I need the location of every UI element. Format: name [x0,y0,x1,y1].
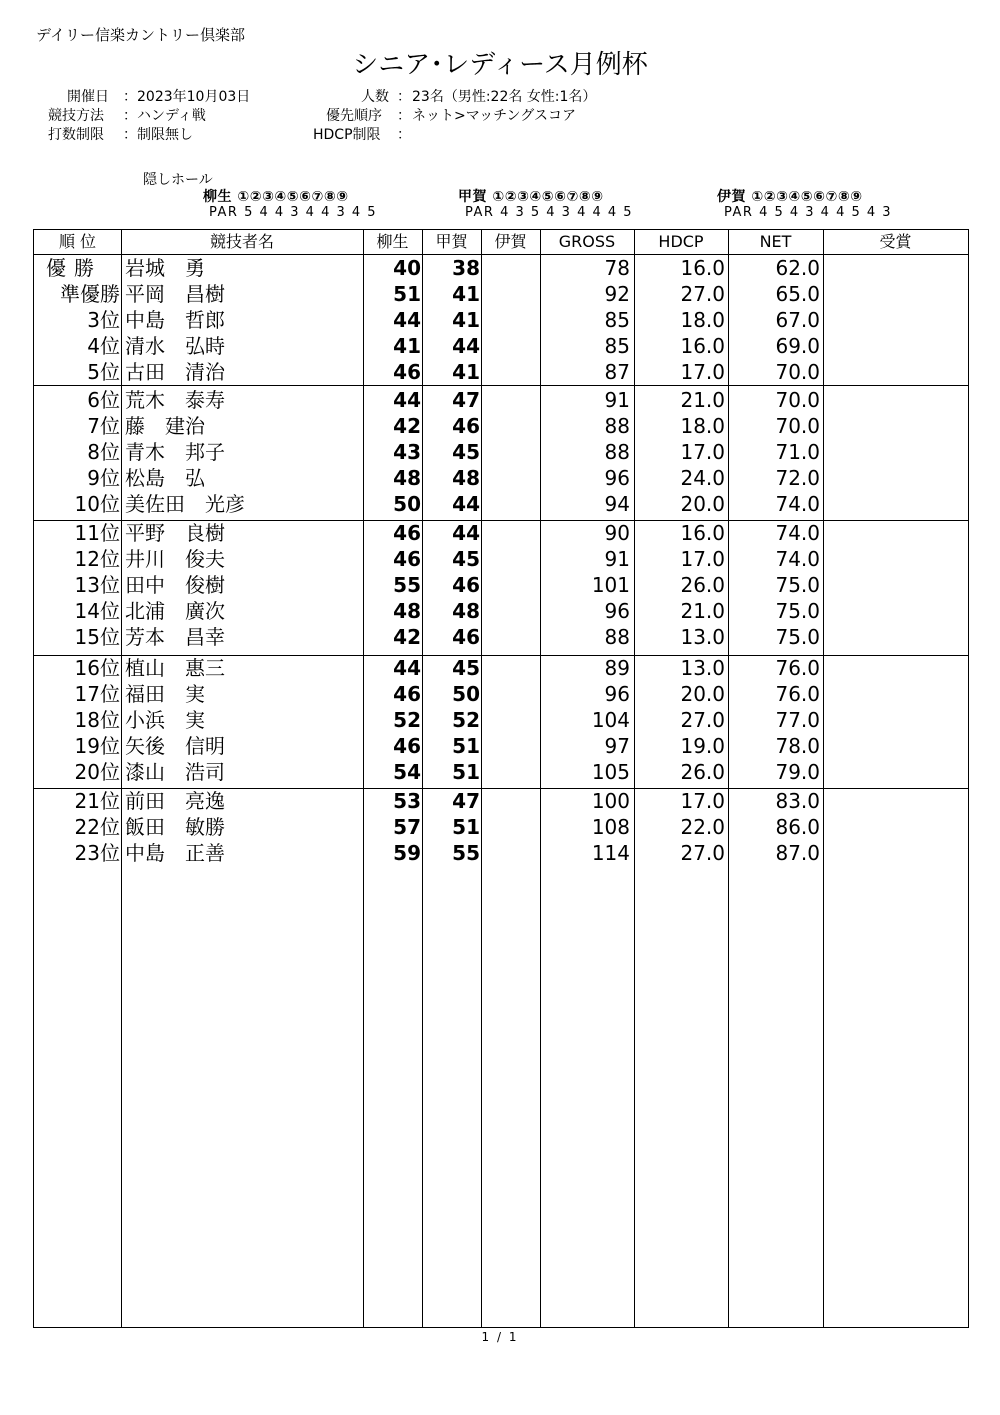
course1-score: 43 [393,440,421,464]
course2-score: 47 [452,388,480,412]
course-yagyu-holes [203,186,349,206]
limit-label: 打数制限 [48,127,104,143]
page-title: シニア･レディース月例杯 [352,50,648,80]
gross-cell: 96 [604,599,630,623]
rank-cell: 14位 [74,599,120,623]
course3-score [482,387,539,413]
header-course2: 甲賀 [435,232,468,251]
table-row [34,413,968,439]
award-cell [826,655,966,681]
award-cell [826,759,966,785]
award-cell [826,681,966,707]
table-row [34,655,968,681]
table-row [34,788,968,814]
course1-score: 44 [393,308,421,332]
table-row [34,491,968,517]
name-cell: 前田 亮逸 [125,789,225,813]
hdcp-cell: 13.0 [680,656,725,680]
award-cell [826,281,966,307]
header-gross: GROSS [558,232,616,251]
table-row [34,840,968,866]
group-divider [34,385,968,386]
course-iga-holes [717,186,863,206]
course1-score: 46 [393,521,421,545]
net-cell: 67.0 [775,308,820,332]
hdcp-cell: 27.0 [680,708,725,732]
course3-score [482,307,539,333]
course3-score [482,281,539,307]
table-row [34,814,968,840]
net-cell: 72.0 [775,466,820,490]
course1-score: 40 [393,256,421,280]
course3-score [482,655,539,681]
course2-score: 46 [452,573,480,597]
course2-score: 46 [452,625,480,649]
course2-score: 45 [452,440,480,464]
net-cell: 76.0 [775,656,820,680]
course3-score [482,359,539,385]
hdcp-cell: 20.0 [680,682,725,706]
net-cell: 65.0 [775,282,820,306]
course3-score [482,333,539,359]
net-cell: 69.0 [775,334,820,358]
course-koka-holes [458,186,604,206]
gross-cell: 89 [604,656,630,680]
people-value: 23名（男性:22名 女性:1名） [412,89,597,105]
course2-score: 45 [452,656,480,680]
table-row [34,624,968,650]
name-cell: 北浦 廣次 [125,599,225,623]
gross-cell: 105 [591,760,630,784]
rank-cell: 12位 [74,547,120,571]
name-cell: 井川 俊夫 [125,547,225,571]
course-name: 柳生 [203,189,232,205]
table-row [34,387,968,413]
course3-score [482,413,539,439]
hdcp-cell: 17.0 [680,360,725,384]
course3-score [482,624,539,650]
award-cell [826,572,966,598]
hdcp-cell: 16.0 [680,521,725,545]
hdcp-cell: 16.0 [680,256,725,280]
table-row [34,707,968,733]
name-cell: 青木 邦子 [125,440,225,464]
rank-cell: 21位 [74,789,120,813]
hdcp-cell: 20.0 [680,492,725,516]
course3-score [482,814,539,840]
name-cell: 福田 実 [125,682,205,706]
rank-cell: 13位 [74,573,120,597]
net-cell: 70.0 [775,360,820,384]
award-cell [826,359,966,385]
course3-score [482,439,539,465]
gross-cell: 78 [604,256,630,280]
table-row [34,281,968,307]
course1-score: 54 [393,760,421,784]
table-row [34,520,968,546]
name-cell: 美佐田 光彦 [125,492,245,516]
net-cell: 70.0 [775,388,820,412]
course1-score: 42 [393,414,421,438]
people-label: 人数 [361,89,389,105]
award-cell [826,814,966,840]
course1-score: 50 [393,492,421,516]
colon: ： [397,127,411,143]
course3-score [482,572,539,598]
gross-cell: 92 [604,282,630,306]
name-cell: 平岡 昌樹 [125,282,225,306]
rank-cell: 17位 [74,682,120,706]
hdcp-cell: 17.0 [680,789,725,813]
priority-value: ネット>マッチングスコア [412,108,577,124]
gross-cell: 85 [604,308,630,332]
net-cell: 79.0 [775,760,820,784]
hole-markers: ①②③④⑤⑥⑦⑧⑨ [237,189,349,205]
hdcp-cell: 16.0 [680,334,725,358]
name-cell: 矢後 信明 [125,734,225,758]
rank-cell: 15位 [74,625,120,649]
header-course1: 柳生 [376,232,409,251]
hdcp-cell: 19.0 [680,734,725,758]
name-cell: 田中 俊樹 [125,573,225,597]
table-row [34,598,968,624]
net-cell: 62.0 [775,256,820,280]
hdcp-cell: 17.0 [680,440,725,464]
net-cell: 76.0 [775,682,820,706]
course2-score: 38 [452,256,480,280]
net-cell: 74.0 [775,492,820,516]
rank-cell: 7位 [87,414,120,438]
name-cell: 荒木 泰寿 [125,388,225,412]
header-course3: 伊賀 [494,232,527,251]
rank-cell: 11位 [74,521,120,545]
rank-cell: 3位 [87,308,120,332]
rank-cell: 18位 [74,708,120,732]
hdcp-limit-label: HDCP制限 [313,127,381,143]
hdcp-cell: 18.0 [680,414,725,438]
net-cell: 78.0 [775,734,820,758]
net-cell: 86.0 [775,815,820,839]
course1-score: 55 [393,573,421,597]
name-cell: 小浜 実 [125,708,205,732]
net-cell: 87.0 [775,841,820,865]
header-rank: 順 位 [58,232,97,251]
name-cell: 中島 正善 [125,841,225,865]
rank-cell: 20位 [74,760,120,784]
table-row [34,439,968,465]
net-cell: 75.0 [775,599,820,623]
method-label: 競技方法 [48,108,104,124]
hdcp-cell: 24.0 [680,466,725,490]
gross-cell: 88 [604,625,630,649]
course3-score [482,255,539,281]
results-table [33,229,969,1328]
colon: ： [397,89,411,105]
hole-markers: ①②③④⑤⑥⑦⑧⑨ [751,189,863,205]
gross-cell: 94 [604,492,630,516]
table-row [34,759,968,785]
course3-score [482,465,539,491]
gross-cell: 101 [591,573,630,597]
gross-cell: 91 [604,388,630,412]
gross-cell: 96 [604,466,630,490]
table-row [34,359,968,385]
gross-cell: 90 [604,521,630,545]
name-cell: 芳本 昌幸 [125,625,225,649]
award-cell [826,624,966,650]
award-cell [826,307,966,333]
limit-value: 制限無し [137,127,193,143]
table-row [34,255,968,281]
name-cell: 清水 弘時 [125,334,225,358]
gross-cell: 91 [604,547,630,571]
course2-score: 41 [452,308,480,332]
hdcp-cell: 27.0 [680,841,725,865]
award-cell [826,255,966,281]
course3-score [482,733,539,759]
course2-score: 51 [452,760,480,784]
course3-score [482,681,539,707]
hdcp-cell: 21.0 [680,599,725,623]
hdcp-cell: 18.0 [680,308,725,332]
net-cell: 71.0 [775,440,820,464]
rank-cell: 4位 [87,334,120,358]
table-row [34,333,968,359]
gross-cell: 114 [591,841,630,865]
table-row [34,572,968,598]
course1-score: 48 [393,599,421,623]
rank-cell: 16位 [74,656,120,680]
hdcp-cell: 22.0 [680,815,725,839]
course1-score: 46 [393,734,421,758]
award-cell [826,387,966,413]
table-row [34,681,968,707]
course2-score: 48 [452,466,480,490]
rank-cell: 優勝 [46,256,102,280]
table-row [34,733,968,759]
colon: ： [123,108,137,124]
course1-score: 44 [393,656,421,680]
header-hdcp: HDCP [658,232,704,251]
course1-score: 51 [393,282,421,306]
award-cell [826,598,966,624]
award-cell [826,465,966,491]
net-cell: 75.0 [775,573,820,597]
course1-score: 46 [393,682,421,706]
course-koka-par: PAR 4 3 5 4 3 4 4 4 5 [465,205,634,220]
course1-score: 57 [393,815,421,839]
course2-score: 50 [452,682,480,706]
rank-cell: 5位 [87,360,120,384]
hdcp-cell: 13.0 [680,625,725,649]
rank-cell: 準優勝 [60,282,120,306]
colon: ： [397,108,411,124]
course2-score: 44 [452,492,480,516]
name-cell: 松島 弘 [125,466,205,490]
award-cell [826,546,966,572]
hdcp-cell: 26.0 [680,573,725,597]
net-cell: 75.0 [775,625,820,649]
hdcp-cell: 17.0 [680,547,725,571]
course1-score: 52 [393,708,421,732]
rank-cell: 6位 [87,388,120,412]
gross-cell: 100 [591,789,630,813]
name-cell: 古田 清治 [125,360,225,384]
header-net: NET [759,232,792,251]
gross-cell: 104 [591,708,630,732]
course1-score: 48 [393,466,421,490]
net-cell: 74.0 [775,521,820,545]
name-cell: 植山 惠三 [125,656,225,680]
award-cell [826,491,966,517]
course1-score: 42 [393,625,421,649]
table-row [34,307,968,333]
course2-score: 41 [452,360,480,384]
course3-score [482,707,539,733]
course1-score: 53 [393,789,421,813]
header-name: 競技者名 [209,232,274,251]
net-cell: 77.0 [775,708,820,732]
gross-cell: 88 [604,414,630,438]
colon: ： [123,89,137,105]
gross-cell: 88 [604,440,630,464]
course3-score [482,546,539,572]
name-cell: 岩城 勇 [125,256,205,280]
gross-cell: 85 [604,334,630,358]
course3-score [482,520,539,546]
name-cell: 飯田 敏勝 [125,815,225,839]
hdcp-cell: 21.0 [680,388,725,412]
net-cell: 74.0 [775,547,820,571]
award-cell [826,840,966,866]
rank-cell: 19位 [74,734,120,758]
course1-score: 46 [393,547,421,571]
net-cell: 70.0 [775,414,820,438]
course-yagyu-par: PAR 5 4 4 3 4 4 3 4 5 [209,205,378,220]
course-iga-par: PAR 4 5 4 3 4 4 5 4 3 [724,205,893,220]
rank-cell: 22位 [74,815,120,839]
gross-cell: 96 [604,682,630,706]
name-cell: 中島 哲郎 [125,308,225,332]
course3-score [482,788,539,814]
table-row [34,546,968,572]
rank-cell: 8位 [87,440,120,464]
course-name: 伊賀 [717,189,746,205]
course2-score: 52 [452,708,480,732]
name-cell: 平野 良樹 [125,521,225,545]
course1-score: 44 [393,388,421,412]
hidden-holes-label: 隠しホール [143,172,213,188]
course2-score: 47 [452,789,480,813]
course3-score [482,759,539,785]
hole-markers: ①②③④⑤⑥⑦⑧⑨ [492,189,604,205]
course3-score [482,840,539,866]
award-cell [826,413,966,439]
table-row [34,465,968,491]
course2-score: 55 [452,841,480,865]
course3-score [482,491,539,517]
course3-score [482,598,539,624]
rank-cell: 10位 [74,492,120,516]
course2-score: 51 [452,734,480,758]
priority-label: 優先順序 [326,108,382,124]
award-cell [826,520,966,546]
award-cell [826,788,966,814]
award-cell [826,333,966,359]
gross-cell: 97 [604,734,630,758]
course2-score: 44 [452,521,480,545]
course1-score: 41 [393,334,421,358]
course2-score: 51 [452,815,480,839]
hdcp-cell: 27.0 [680,282,725,306]
net-cell: 83.0 [775,789,820,813]
course2-score: 41 [452,282,480,306]
award-cell [826,733,966,759]
gross-cell: 87 [604,360,630,384]
course2-score: 44 [452,334,480,358]
course1-score: 46 [393,360,421,384]
course1-score: 59 [393,841,421,865]
colon: ： [123,127,137,143]
name-cell: 漆山 浩司 [125,760,225,784]
header-award: 受賞 [879,232,912,251]
course-name: 甲賀 [458,189,487,205]
award-cell [826,439,966,465]
page-number: 1 / 1 [481,1330,519,1344]
method-value: ハンディ戦 [137,108,206,124]
gross-cell: 108 [591,815,630,839]
date-value: 2023年10月03日 [137,89,251,105]
name-cell: 藤 建治 [125,414,205,438]
hdcp-cell: 26.0 [680,760,725,784]
course2-score: 46 [452,414,480,438]
rank-cell: 23位 [74,841,120,865]
course2-score: 45 [452,547,480,571]
course2-score: 48 [452,599,480,623]
club-name: デイリー信楽カントリー倶楽部 [36,26,245,44]
date-label: 開催日 [67,89,109,105]
award-cell [826,707,966,733]
rank-cell: 9位 [87,466,120,490]
